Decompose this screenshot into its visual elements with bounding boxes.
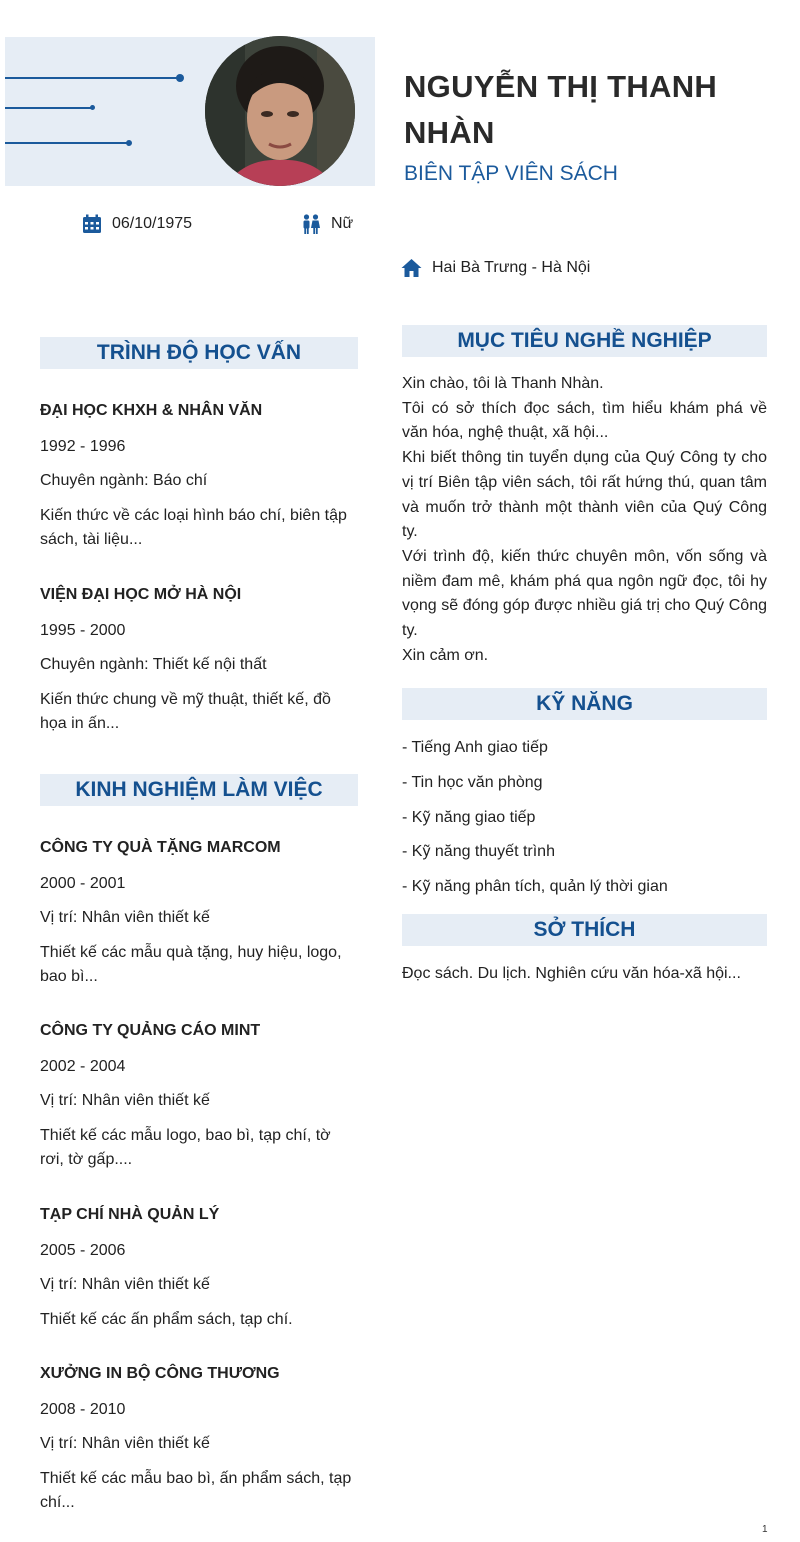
home-icon [401, 258, 422, 278]
education-years: 1992 - 1996 [40, 437, 126, 455]
objective-heading: MỤC TIÊU NGHỀ NGHIỆP [402, 325, 767, 357]
experience-item [40, 1362, 358, 1516]
portrait-photo [205, 36, 355, 186]
experience-role: Vị trí: Nhân viên thiết kế [40, 1435, 210, 1452]
education-field: Chuyên ngành: Báo chí [40, 472, 208, 489]
avatar [205, 36, 355, 186]
education-description: Kiến thức về các loại hình báo chí, biên tập sách, tài liệu... [40, 506, 347, 548]
skill-item: - Kỹ năng thuyết trình [402, 843, 555, 861]
decorative-dot [176, 74, 184, 82]
people-icon [301, 214, 321, 234]
skills-heading: KỸ NĂNG [402, 688, 767, 720]
company-name: CÔNG TY QUÀ TẶNG MARCOM [40, 839, 281, 856]
education-heading: TRÌNH ĐỘ HỌC VẤN [40, 337, 358, 369]
birthdate: 06/10/1975 [112, 215, 193, 232]
skill-item: - Kỹ năng phân tích, quản lý thời gian [402, 878, 668, 896]
experience-description: Thiết kế các mẫu quà tặng, huy hiệu, logo, bao bì... [40, 943, 342, 985]
school-name: VIỆN ĐẠI HỌC MỞ HÀ NỘI [40, 586, 242, 603]
education-description: Kiến thức chung về mỹ thuật, thiết kế, đồ họa in ấn... [40, 690, 331, 732]
experience-role: Vị trí: Nhân viên thiết kế [40, 1092, 210, 1109]
address: Hai Bà Trưng - Hà Nội [432, 259, 591, 276]
objective-line: Khi biết thông tin tuyển dụng của Quý Công ty cho vị trí Biên tập viên sách, tôi rất hứng thú, quan tâm và muốn trở thành một thành viên của Quý Công ty. [402, 449, 767, 541]
experience-years: 2008 - 2010 [40, 1400, 126, 1418]
skill-item: - Tiếng Anh giao tiếp [402, 739, 548, 756]
skills-list [402, 736, 767, 910]
experience-years: 2002 - 2004 [40, 1057, 126, 1075]
gender-row [301, 214, 353, 234]
decorative-line [5, 77, 180, 79]
experience-description: Thiết kế các ấn phẩm sách, tạp chí. [40, 1310, 293, 1328]
birthdate-row [82, 214, 192, 234]
company-name: XƯỞNG IN BỘ CÔNG THƯƠNG [40, 1365, 280, 1382]
objective-text [402, 372, 767, 668]
education-years: 1995 - 2000 [40, 621, 126, 639]
experience-description: Thiết kế các mẫu bao bì, ấn phẩm sách, tạp chí... [40, 1469, 352, 1511]
education-item [40, 399, 358, 553]
education-field: Chuyên ngành: Thiết kế nội thất [40, 656, 267, 673]
experience-heading: KINH NGHIỆM LÀM VIỆC [40, 774, 358, 806]
hobbies-heading: SỞ THÍCH [402, 914, 767, 946]
page-number: 1 [762, 1524, 768, 1535]
objective-line: Tôi có sở thích đọc sách, tìm hiểu khám phá về văn hóa, nghệ thuật, xã hội... [402, 399, 767, 442]
experience-role: Vị trí: Nhân viên thiết kế [40, 909, 210, 926]
objective-line: Xin chào, tôi là Thanh Nhàn. [402, 375, 604, 392]
calendar-icon [82, 214, 102, 234]
education-item [40, 583, 358, 737]
hobbies-text: Đọc sách. Du lịch. Nghiên cứu văn hóa-xã hội... [402, 965, 741, 982]
school-name: ĐẠI HỌC KHXH & NHÂN VĂN [40, 402, 263, 419]
decorative-line [5, 107, 92, 109]
decorative-line [5, 142, 129, 144]
company-name: CÔNG TY QUẢNG CÁO MINT [40, 1022, 261, 1039]
experience-years: 2005 - 2006 [40, 1241, 126, 1259]
decorative-dot [126, 140, 132, 146]
gender: Nữ [331, 215, 354, 232]
experience-item [40, 1019, 358, 1173]
objective-line: Với trình độ, kiến thức chuyên môn, vốn sống và niềm đam mê, khám phá qua ngôn ngữ đọc, tôi hy vọng sẽ đóng góp được nhiều giá trị cho Quý Công ty. [402, 547, 767, 640]
experience-description: Thiết kế các mẫu logo, bao bì, tạp chí, tờ rơi, tờ gấp.... [40, 1126, 331, 1168]
skill-item: - Tin học văn phòng [402, 773, 543, 791]
experience-item [40, 1203, 358, 1332]
decorative-dot [90, 105, 95, 110]
experience-role: Vị trí: Nhân viên thiết kế [40, 1276, 210, 1293]
skill-item: - Kỹ năng giao tiếp [402, 808, 536, 826]
address-row [401, 258, 590, 278]
candidate-name: NGUYỄN THỊ THANH NHÀN [404, 69, 718, 150]
experience-years: 2000 - 2001 [40, 874, 126, 892]
experience-item [40, 836, 358, 990]
objective-line: Xin cảm ơn. [402, 646, 489, 664]
company-name: TẠP CHÍ NHÀ QUẢN LÝ [40, 1206, 220, 1223]
job-title: BIÊN TẬP VIÊN SÁCH [404, 162, 618, 185]
